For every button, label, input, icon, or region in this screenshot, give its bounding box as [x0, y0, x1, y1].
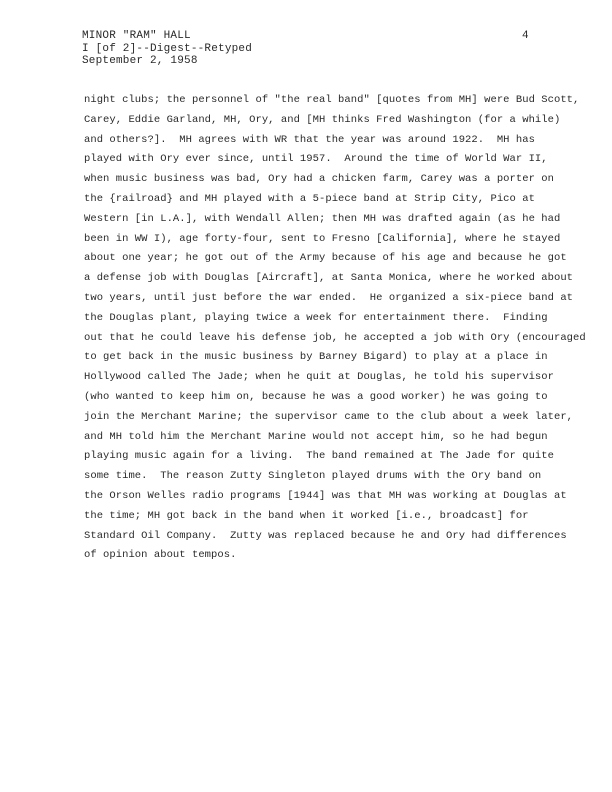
body-line: the Orson Welles radio programs [1944] was that MH was working at Douglas at [84, 489, 567, 502]
body-line: to get back in the music business by Barney Bigard) to play at a place in [84, 351, 548, 364]
body-line: when music business was bad, Ory had a chicken farm, Carey was a porter on [84, 173, 554, 186]
header-date: September 2, 1958 [82, 55, 198, 67]
body-line: a defense job with Douglas [Aircraft], at Santa Monica, where he worked about [84, 272, 574, 285]
body-line: played with Ory ever since, until 1957. Around the time of World War II, [84, 153, 548, 166]
body-text [84, 91, 586, 566]
body-line: Hollywood called The Jade; when he quit at Douglas, he told his supervisor [84, 371, 554, 384]
body-line: the {railroad} and MH played with a 5-piece band at Strip City, Pico at [84, 192, 535, 205]
body-line: of opinion about tempos. [84, 549, 237, 562]
body-line: Carey, Eddie Garland, MH, Ory, and [MH thinks Fred Washington (for a while) [84, 113, 561, 126]
body-line: the time; MH got back in the band when it worked [i.e., broadcast] for [84, 509, 529, 522]
document-header [82, 30, 252, 68]
body-line: and MH told him the Merchant Marine would not accept him, so he had begun [84, 430, 548, 443]
body-line: out that he could leave his defense job, he accepted a job with Ory (encouraged [84, 331, 586, 344]
body-line: some time. The reason Zutty Singleton played drums with the Ory band on [84, 470, 542, 483]
page-number: 4 [522, 30, 529, 42]
header-name: MINOR "RAM" HALL [82, 30, 191, 42]
body-line: Standard Oil Company. Zutty was replaced because he and Ory had differences [84, 529, 567, 542]
body-line: playing music again for a living. The band remained at The Jade for quite [84, 450, 554, 463]
body-line: been in WW I), age forty-four, sent to Fresno [California], where he stayed [84, 232, 561, 245]
body-line: and others?]. MH agrees with WR that the year was around 1922. MH has [84, 133, 535, 146]
body-line: night clubs; the personnel of "the real band" [quotes from MH] were Bud Scott, [84, 94, 580, 106]
body-line: two years, until just before the war ended. He organized a six-piece band at [84, 291, 574, 304]
body-line: join the Merchant Marine; the supervisor came to the club about a week later, [84, 410, 574, 423]
body-line: Western [in L.A.], with Wendall Allen; then MH was drafted again (as he had [84, 212, 561, 225]
body-line: about one year; he got out of the Army because of his age and because he got [84, 252, 567, 265]
header-subtitle: I [of 2]--Digest--Retyped [82, 42, 253, 55]
body-line: (who wanted to keep him on, because he was a good worker) he was going to [84, 390, 548, 403]
body-line: the Douglas plant, playing twice a week for entertainment there. Finding [84, 311, 548, 324]
